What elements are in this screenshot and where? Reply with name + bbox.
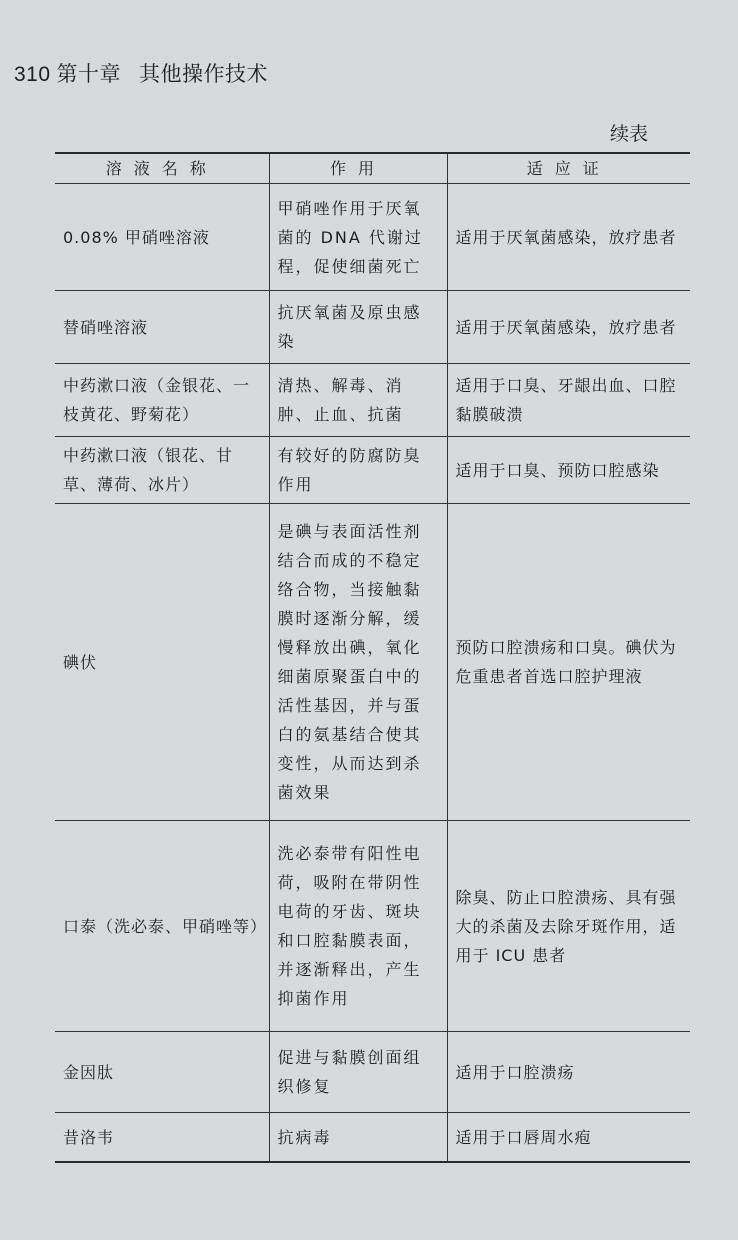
solution-name: 中药漱口液（银花、甘草、薄荷、冰片）: [55, 437, 269, 504]
solution-table: [55, 152, 690, 1163]
table-header-row: [55, 153, 690, 184]
solution-indication: 预防口腔溃疡和口臭。碘伏为危重患者首选口腔护理液: [447, 504, 690, 821]
table-row: [55, 184, 690, 291]
solution-name: 中药漱口液（金银花、一枝黄花、野菊花）: [55, 364, 269, 437]
page-number: 310: [14, 63, 51, 86]
table-row: [55, 1032, 690, 1113]
column-header-indication: 适应证: [447, 153, 690, 184]
column-header-action: 作用: [269, 153, 447, 184]
solution-action: 促进与黏膜创面组织修复: [269, 1032, 447, 1113]
solution-indication: 适用于口腔溃疡: [447, 1032, 690, 1113]
solution-name: 金因肽: [55, 1032, 269, 1113]
table-row: [55, 504, 690, 821]
solution-indication: 适用于口臭、预防口腔感染: [447, 437, 690, 504]
table-row: [55, 821, 690, 1032]
solution-action: 抗病毒: [269, 1113, 447, 1163]
table-row: [55, 437, 690, 504]
table-row: [55, 1113, 690, 1163]
solution-indication: 适用于厌氧菌感染，放疗患者: [447, 291, 690, 364]
solution-indication: 适用于厌氧菌感染，放疗患者: [447, 184, 690, 291]
page-header: [14, 58, 268, 88]
solution-name: 昔洛韦: [55, 1113, 269, 1163]
solution-action: 是碘与表面活性剂结合而成的不稳定络合物，当接触黏膜时逐渐分解，缓慢释放出碘，氧化细菌原聚蛋白中的活性基因，并与蛋白的氨基结合使其变性，从而达到杀菌效果: [269, 504, 447, 821]
solution-action: 洗必泰带有阳性电荷，吸附在带阴性电荷的牙齿、斑块和口腔黏膜表面，并逐渐释出，产生抑菌作用: [269, 821, 447, 1032]
continued-label: 续表: [610, 123, 649, 145]
solution-name: 口泰（洗必泰、甲硝唑等）: [55, 821, 269, 1032]
solution-action: 有较好的防腐防臭作用: [269, 437, 447, 504]
solution-name: 替硝唑溶液: [55, 291, 269, 364]
solution-indication: 适用于口唇周水疱: [447, 1113, 690, 1163]
solution-action: 甲硝唑作用于厌氧菌的 DNA 代谢过程，促使细菌死亡: [269, 184, 447, 291]
solution-indication: 适用于口臭、牙龈出血、口腔黏膜破溃: [447, 364, 690, 437]
solution-action: 抗厌氧菌及原虫感染: [269, 291, 447, 364]
solution-indication: 除臭、防止口腔溃疡、具有强大的杀菌及去除牙斑作用，适用于 ICU 患者: [447, 821, 690, 1032]
chapter-number: 第十章: [56, 62, 122, 86]
chapter-title: 其他操作技术: [139, 62, 269, 86]
solution-action: 清热、解毒、消肿、止血、抗菌: [269, 364, 447, 437]
solution-table-wrapper: [55, 152, 690, 1163]
column-header-name: 溶液名称: [55, 153, 269, 184]
table-row: [55, 364, 690, 437]
table-row: [55, 291, 690, 364]
solution-name: 碘伏: [55, 504, 269, 821]
solution-name: 0.08% 甲硝唑溶液: [55, 184, 269, 291]
